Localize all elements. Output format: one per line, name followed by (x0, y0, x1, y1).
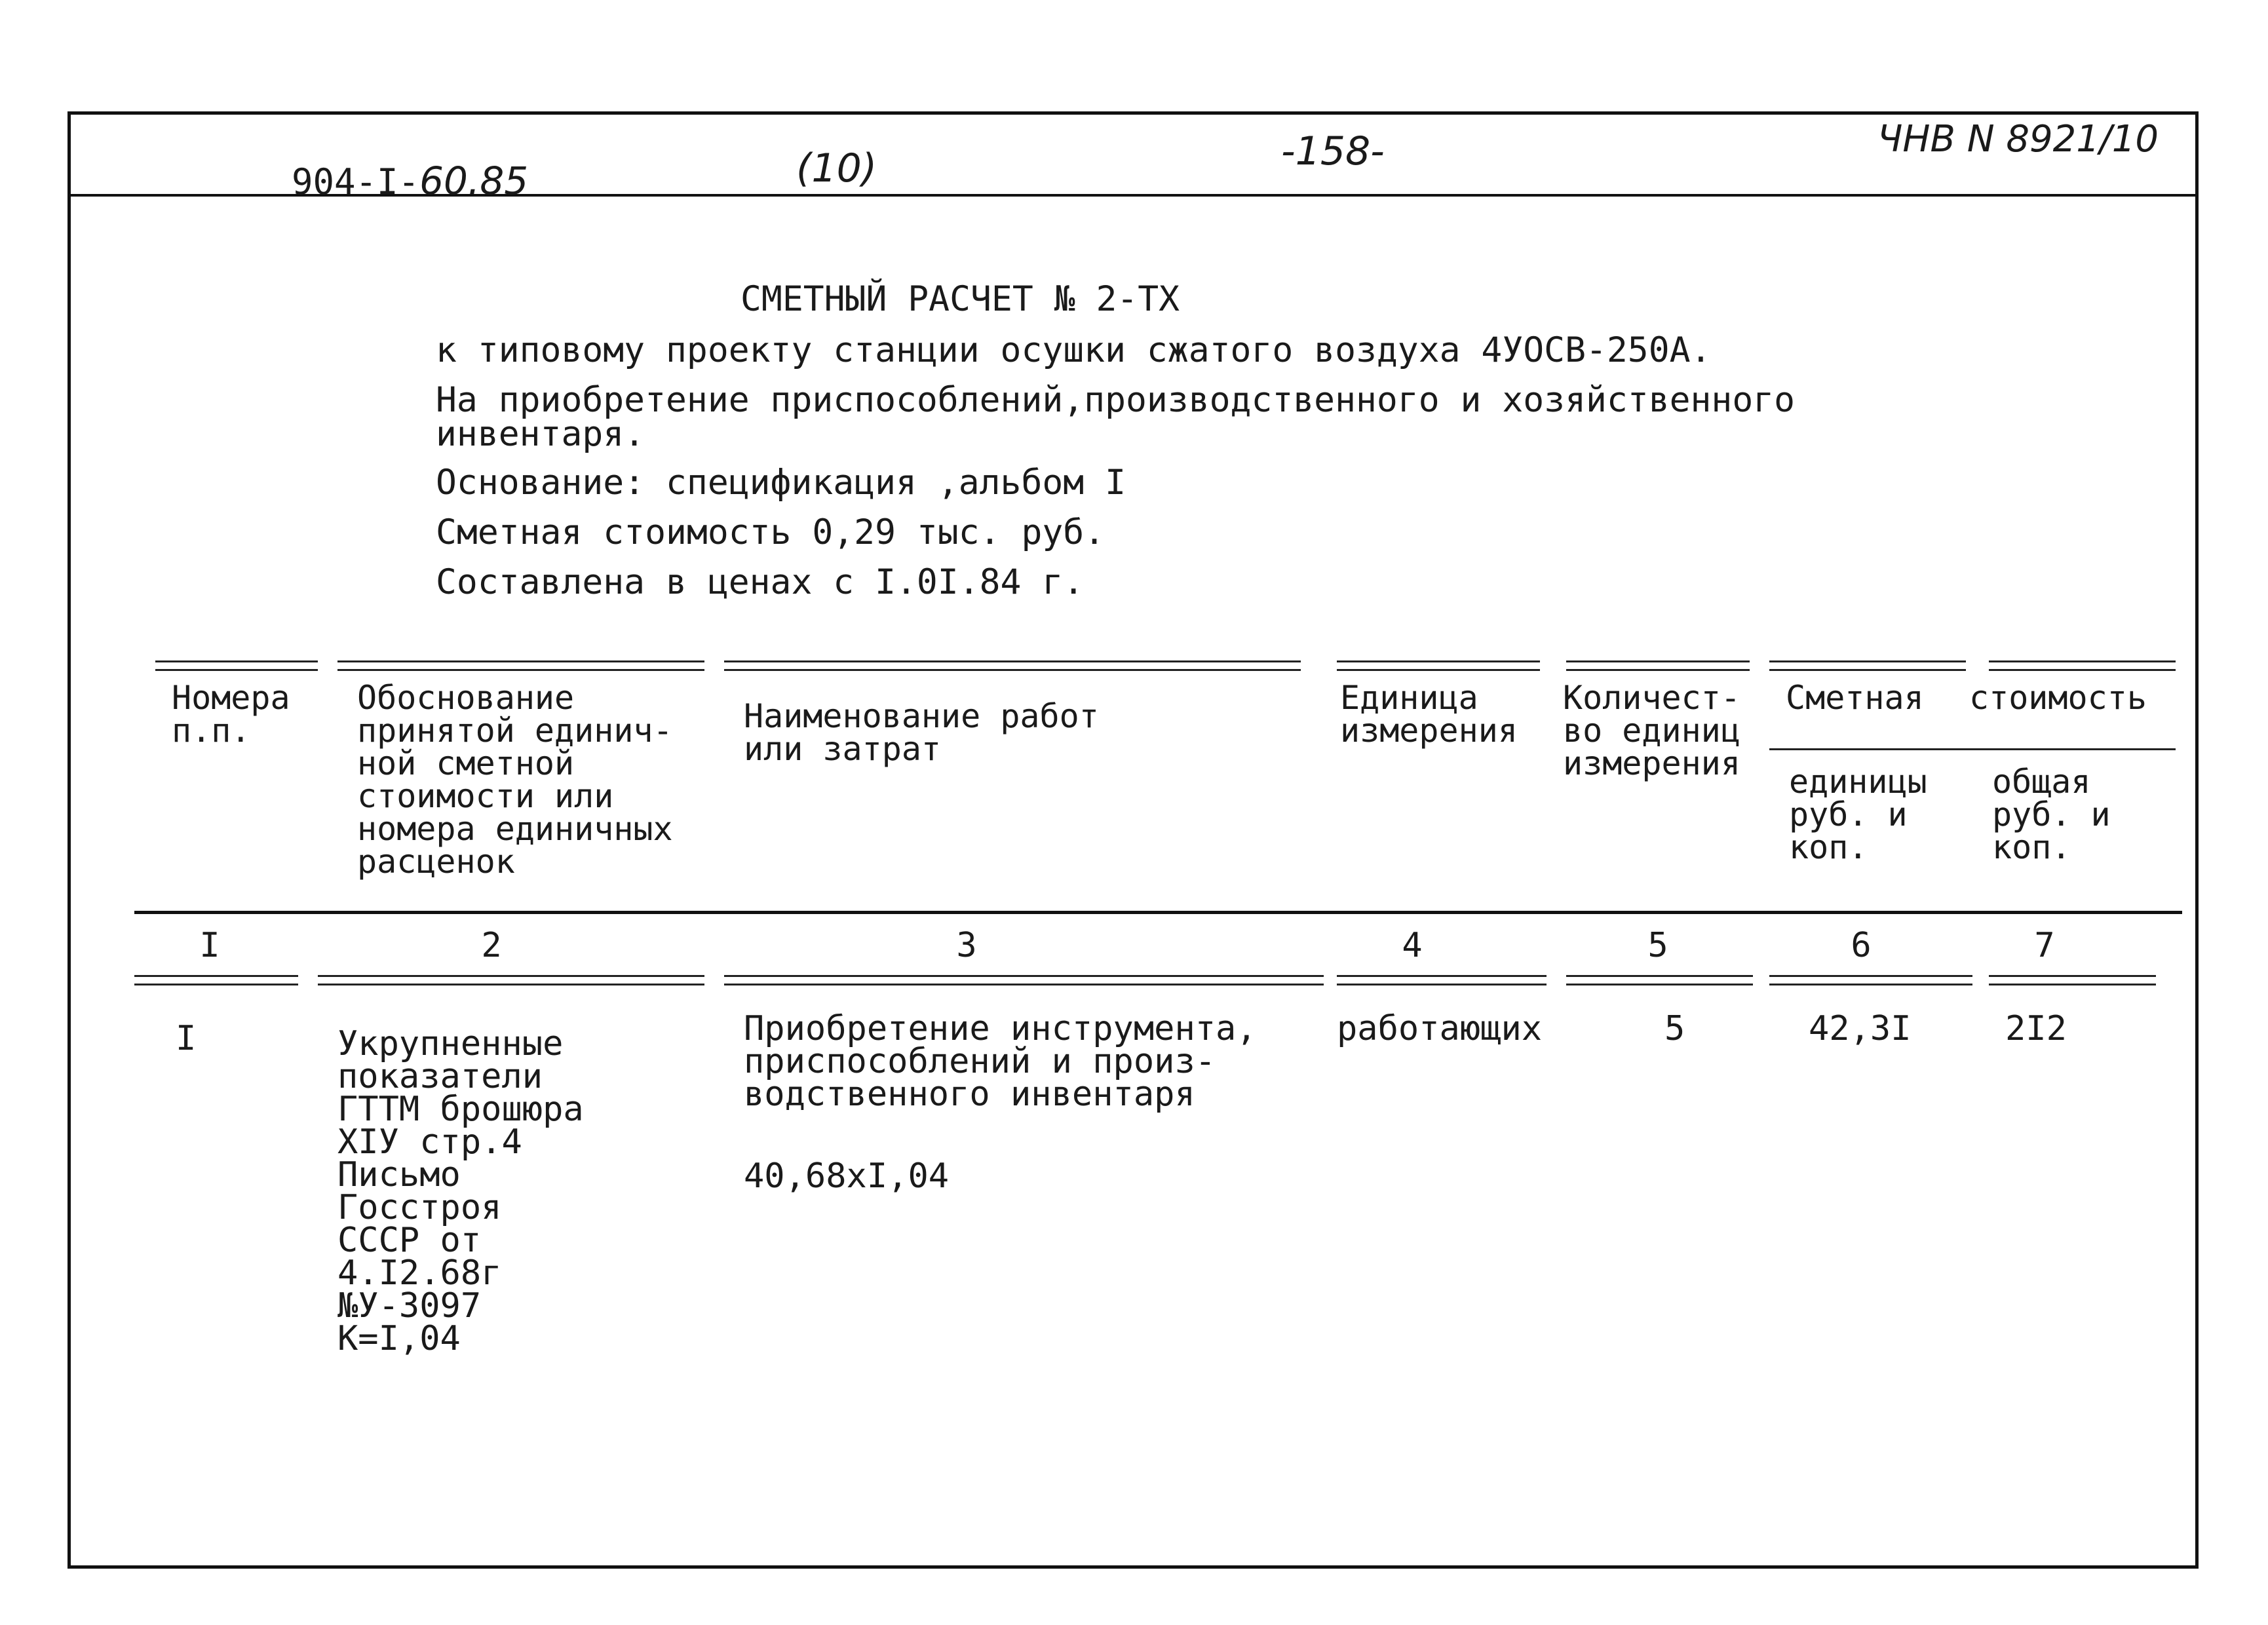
estimate-purpose: На приобретение приспособлений,производственного и хозяйственного инвентаря. (436, 380, 1796, 454)
estimate-price-level: Составлена в ценах с I.0I.84 г. (436, 562, 1085, 602)
estimate-cost: Сметная стоимость 0,29 тыс. руб. (436, 512, 1105, 552)
column-number-7: 7 (2034, 926, 2055, 965)
estimate-basis: Основание: спецификация ,альбом I (436, 463, 1126, 503)
row-unit: работающих (1337, 1009, 1543, 1048)
header-cost: стоимость (1969, 679, 2147, 717)
table-top-rule (1566, 660, 1750, 671)
document-code-prefix: 904-I- (292, 161, 420, 202)
header-basis: Обоснование принятой единич- ной сметной стоимости или номера единичных расценок (357, 679, 673, 881)
numbers-bottom-rule (1566, 975, 1753, 985)
row-basis: Укрупненные показатели ГТТМ брошюра XIУ стр.4 Письмо Госстроя СССР от 4.I2.68г №У-3097 К=I,04 (337, 1024, 584, 1358)
sheet-reference: (10) (796, 145, 877, 191)
numbers-bottom-rule (134, 975, 298, 985)
row-number: I (176, 1019, 197, 1058)
column-number-6: 6 (1851, 926, 1872, 965)
table-top-rule (1989, 660, 2176, 671)
header-unit: Единица измерения (1340, 679, 1518, 750)
numbers-bottom-rule (724, 975, 1324, 985)
column-number-5: 5 (1647, 926, 1668, 965)
header-total: общая руб. и коп. (1992, 763, 2111, 866)
inventory-number: ЧНВ N 8921/10 (1877, 118, 2159, 161)
table-top-rule (1769, 660, 1966, 671)
row-work-name: Приобретение инструмента, приспособлений и произ- водственного инвентаря (744, 1009, 1257, 1114)
header-work-name: Наименование работ или затрат (744, 697, 1099, 768)
estimate-heading: СМЕТНЫЙ РАСЧЕТ № 2-ТХ (740, 279, 1180, 319)
header-quantity: Количест- во единиц измерения (1563, 679, 1740, 782)
row-quantity: 5 (1664, 1009, 1685, 1048)
numbers-bottom-rule (318, 975, 704, 985)
header-row-number: Номера п.п. (172, 679, 290, 750)
header-bottom-rule (134, 911, 2182, 914)
document-code (292, 159, 528, 203)
row-total: 2I2 (2005, 1009, 2067, 1048)
numbers-bottom-rule (1989, 975, 2156, 985)
document-code-suffix: 60.85 (419, 159, 529, 203)
table-top-rule (724, 660, 1301, 671)
table-top-rule (1337, 660, 1540, 671)
page-number: -158- (1281, 128, 1385, 174)
table-top-rule (337, 660, 704, 671)
header-unit-price: единицы руб. и коп. (1789, 763, 1927, 866)
column-number-1: I (199, 926, 220, 965)
numbers-bottom-rule (1769, 975, 1972, 985)
header-estimated: Сметная (1786, 679, 1924, 717)
row-formula: 40,68xI,04 (744, 1157, 950, 1196)
row-unit-price: 42,3I (1809, 1009, 1912, 1048)
numbers-bottom-rule (1337, 975, 1547, 985)
column-number-2: 2 (481, 926, 502, 965)
estimate-subject: к типовому проекту станции осушки сжатого воздуха 4УОСВ-250А. (436, 330, 1712, 370)
column-number-4: 4 (1402, 926, 1423, 965)
column-number-3: 3 (956, 926, 977, 965)
table-top-rule (155, 660, 318, 671)
header-subdivider (1769, 748, 2176, 750)
